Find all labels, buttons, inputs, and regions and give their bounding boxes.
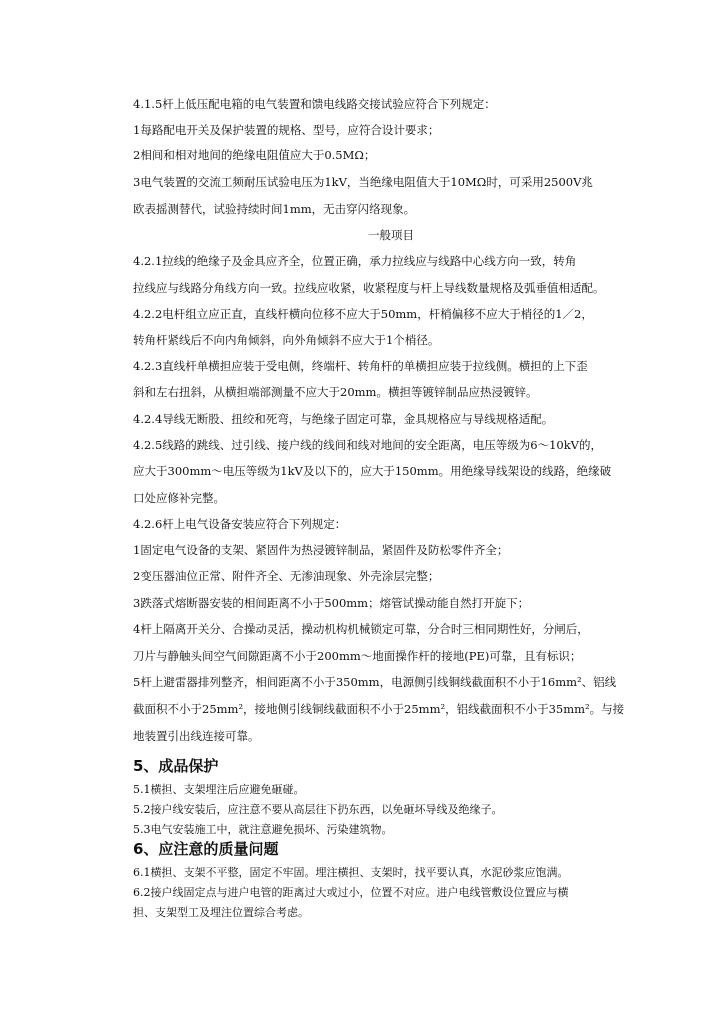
text-line: 3跌落式熔断器安装的相间距离不小于500mm；熔管试操动能自然打开旋下； — [133, 596, 530, 610]
text-line: 截面积不小于25mm²，接地侧引线铜线截面积不小于25mm²，铝线截面积不小于35mm²。与接 — [133, 702, 625, 716]
text-line: 4.2.2电杆组立应正直，直线杆横向位移不应大于50mm，杆梢偏移不应大于梢径的1／2， — [133, 307, 593, 321]
subsection-heading: 一般项目 — [368, 228, 414, 242]
text-line: 刀片与静触头间空气间隙距离不小于200mm～地面操作杆的接地(PE)可靠，且有标识； — [133, 649, 582, 663]
text-line: 5杆上避雷器排列整齐，相间距离不小于350mm，电源侧引线铜线截面积不小于16mm²、铝线 — [133, 675, 617, 689]
text-line: 4.2.5线路的跳线、过引线、接户线的线间和线对地间的安全距离，电压等级为6～10kV的， — [133, 438, 602, 452]
section-5-heading: 5、成品保护 — [133, 757, 219, 775]
text-line: 4.2.1拉线的绝缘子及金具应齐全，位置正确，承力拉线应与线路中心线方向一致，转角 — [133, 254, 577, 268]
text-line: 欧表摇测替代，试验持续时间1mm，无击穿闪络现象。 — [133, 202, 416, 216]
text-line: 4杆上隔离开关分、合操动灵活，操动机构机械锁定可靠，分合时三相同期性好，分闸后， — [133, 622, 589, 636]
text-line: 5.2接户线安装后，应注意不要从高层往下扔东西，以免砸坏导线及绝缘子。 — [133, 803, 503, 816]
text-line: 担、支架型工及埋注位置综合考虑。 — [133, 906, 309, 919]
text-line: 2相间和相对地间的绝缘电阻值应大于0.5MΩ； — [133, 148, 376, 162]
text-line: 4.2.4导线无断股、扭绞和死弯，与绝缘子固定可靠，金具规格应与导线规格适配。 — [133, 412, 554, 426]
text-line: 5.3电气安装施工中，就注意避免损坏、污染建筑物。 — [133, 823, 393, 836]
text-line: 口处应修补完整。 — [133, 491, 225, 505]
text-line: 4.2.3直线杆单横担应装于受电侧，终端杆、转角杆的单横担应装于拉线侧。横担的上下歪 — [133, 359, 588, 373]
text-line: 3电气装置的交流工频耐压试验电压为1kV，当绝缘电阻值大于10MΩ时，可采用2500V兆 — [133, 175, 593, 189]
text-line: 拉线应与线路分角线方向一致。拉线应收紧，收紧程度与杆上导线数量规格及弧垂值相适配。 — [133, 281, 605, 295]
section-6-heading: 6、应注意的质量问题 — [133, 840, 279, 858]
text-line: 4.1.5杆上低压配电箱的电气装置和馈电线路交接试验应符合下列规定： — [133, 97, 496, 111]
text-line: 2变压器油位正常、附件齐全、无渗油现象、外壳涂层完整； — [133, 569, 440, 583]
text-line: 应大于300mm～电压等级为1kV及以下的，应大于150mm。用绝缘导线架设的线路，绝缘破 — [133, 464, 612, 478]
text-line: 1固定电气设备的支架、紧固件为热浸镀锌制品，紧固件及防松零件齐全； — [133, 543, 509, 557]
text-line: 5.1横担、支架埋注后应避免砸碰。 — [133, 783, 305, 796]
text-line: 转角杆紧线后不向内角倾斜，向外角倾斜不应大于1个梢径。 — [133, 333, 440, 347]
text-line: 6.1横担、支架不平整，固定不牢固。埋注横担、支架时，找平要认真，水泥砂浆应饱满。 — [133, 866, 569, 879]
text-line: 1每路配电开关及保护装置的规格、型号，应符合设计要求； — [133, 123, 440, 137]
text-line: 4.2.6杆上电气设备安装应符合下列规定： — [133, 517, 347, 531]
text-line: 斜和左右扭斜，从横担端部测量不应大于20mm。横担等镀锌制品应热浸镀锌。 — [133, 385, 538, 399]
text-line: 6.2接户线固定点与进户电管的距离过大或过小，位置不对应。进户电线管敷设位置应与横 — [133, 886, 569, 899]
text-line: 地装置引出线连接可靠。 — [133, 729, 260, 743]
